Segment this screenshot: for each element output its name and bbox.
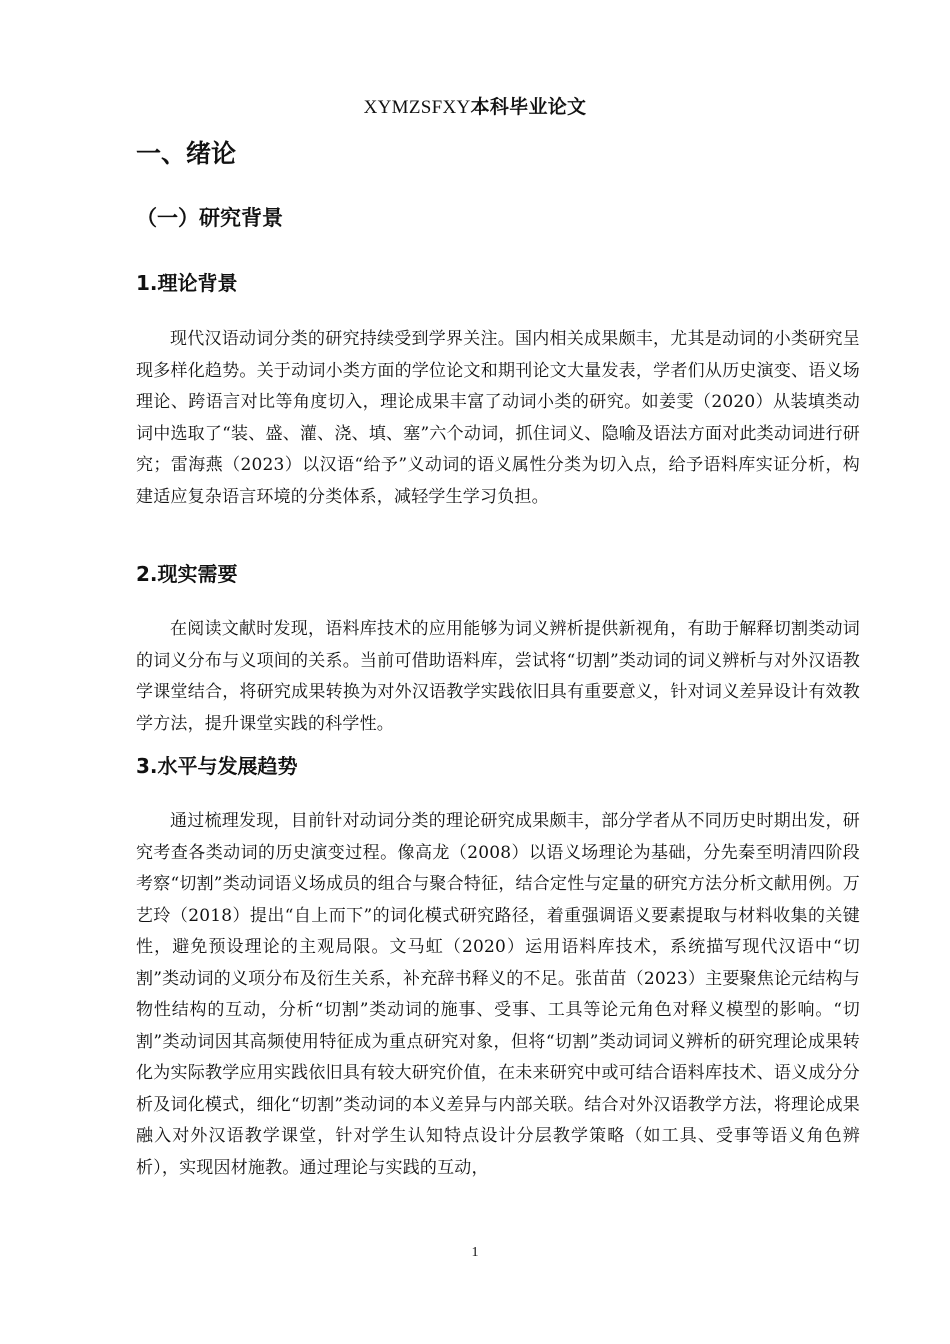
- thesis-code: XYMZSFXY: [363, 97, 471, 118]
- chapter-title: 一、绪论: [136, 139, 237, 168]
- section-title: （一）研究背景: [136, 206, 283, 230]
- subsection-title-theory: 1.理论背景: [136, 271, 238, 295]
- paragraph-theory: 现代汉语动词分类的研究持续受到学界关注。国内相关成果颇丰，尤其是动词的小类研究呈现多样化趋势。关于动词小类方面的学位论文和期刊论文大量发表，学者们从历史演变、语义场理论、跨语言对比等角度切入，理论成果丰富了动词小类的研究。如姜雯（2020）从装填类动词中选取了“装、盛、灌、浇、填、塞”六个动词，抓住词义、隐喻及语法方面对此类动词进行研究；雷海燕（2023）以汉语“给予”义动词的语义属性分类为切入点，给予语料库实证分析，构建适应复杂语言环境的分类体系，减轻学生学习负担。: [136, 329, 860, 507]
- page-number: 1: [471, 1245, 479, 1260]
- paragraph-trends: 通过梳理发现，目前针对动词分类的理论研究成果颇丰，部分学者从不同历史时期出发，研究考查各类动词的历史演变过程。像高龙（2008）以语义场理论为基础，分先秦至明清四阶段考察“切割”类动词语义场成员的组合与聚合特征，结合定性与定量的研究方法分析文献用例。万艺玲（2018）提出“自上而下”的词化模式研究路径，着重强调语义要素提取与材料收集的关键性，避免预设理论的主观局限。文马虹（2020）运用语料库技术，系统描写现代汉语中“切割”类动词的义项分布及衍生关系，补充辞书释义的不足。张苗苗（2023）主要聚焦论元结构与物性结构的互动，分析“切割”类动词的施事、受事、工具等论元角色对释义模型的影响。“切割”类动词因其高频使用特征成为重点研究对象，但将“切割”类动词词义辨析的研究理论成果转化为实际教学应用实践依旧具有较大研究价值，在未来研究中或可结合语料库技术、语义成分分析及词化模式，细化“切割”类动词的本义差异与内部关联。结合对外汉语教学方法，将理论成果融入对外汉语教学课堂，针对学生认知特点设计分层教学策略（如工具、受事等语义角色辨析），实现因材施教。通过理论与实践的互动，: [136, 811, 860, 1178]
- subsection-title-practical-needs: 2.现实需要: [136, 562, 238, 586]
- subsection-title-trends: 3.水平与发展趋势: [136, 754, 298, 778]
- page-header: [0, 94, 950, 121]
- paragraph-practical-needs: 在阅读文献时发现，语料库技术的应用能够为词义辨析提供新视角，有助于解释切割类动词的词义分布与义项间的关系。当前可借助语料库，尝试将“切割”类动词的词义辨析与对外汉语教学课堂结合，将研究成果转换为对外汉语教学实践依旧具有重要意义，针对词义差异设计有效教学方法，提升课堂实践的科学性。: [136, 619, 860, 734]
- thesis-type: 本科毕业论文: [470, 96, 587, 118]
